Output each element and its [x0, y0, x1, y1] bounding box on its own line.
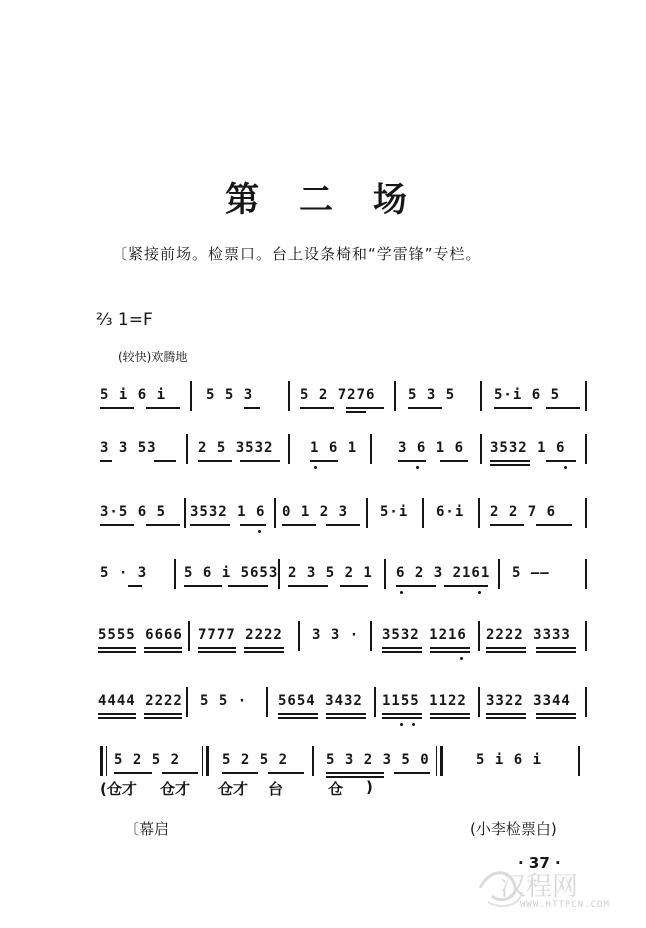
underline — [536, 717, 576, 719]
underline — [382, 647, 422, 649]
measure: 5 2 5 2 — [114, 752, 181, 768]
underline — [222, 772, 258, 774]
barline — [585, 687, 587, 717]
underline — [546, 460, 576, 462]
underline — [536, 647, 576, 649]
barline — [578, 746, 580, 776]
underline — [490, 524, 524, 526]
measure: 3 6 1 6 — [398, 440, 465, 456]
underline — [98, 717, 136, 719]
underline — [244, 407, 260, 409]
barline — [188, 621, 190, 651]
barline — [585, 621, 587, 651]
underline — [128, 585, 142, 587]
barline — [478, 498, 480, 528]
underline — [326, 713, 366, 715]
measure: 6·i — [436, 504, 465, 520]
underline — [144, 717, 182, 719]
octave-dot — [416, 466, 419, 469]
measure: 5 5 3 — [206, 387, 254, 403]
underline — [240, 524, 266, 526]
measure: 5 · 3 — [100, 565, 148, 581]
measure: 3 3 · — [312, 627, 360, 643]
underline — [244, 651, 284, 653]
barline — [374, 687, 376, 717]
barline — [366, 498, 368, 528]
measure: 3532 1 6 — [190, 504, 266, 520]
barline — [478, 687, 480, 717]
measure: 2 5 3532 — [198, 440, 274, 456]
underline — [98, 647, 136, 649]
octave-dot — [412, 723, 415, 726]
repeat-start-barline — [106, 746, 107, 776]
underline — [396, 585, 436, 587]
measure: 7777 2222 — [198, 627, 283, 643]
tempo-marking: (较快)欢腾地 — [118, 350, 188, 364]
barline — [184, 498, 186, 528]
notation-row-6 — [98, 685, 590, 721]
barline — [585, 381, 587, 411]
percussion-syllable: ) — [366, 778, 373, 796]
measure: 5 i 6 i — [100, 387, 167, 403]
underline — [490, 460, 530, 462]
underline — [146, 524, 180, 526]
underline — [282, 524, 316, 526]
underline — [198, 651, 236, 653]
barline — [174, 559, 176, 589]
barline — [422, 498, 424, 528]
underline — [146, 407, 180, 409]
notation-row-2 — [98, 432, 590, 468]
underline — [408, 407, 442, 409]
underline — [240, 460, 280, 462]
measure: 3532 1 6 — [490, 440, 566, 456]
underline — [244, 647, 284, 649]
measure: 3532 1216 — [382, 627, 467, 643]
notation-row-4 — [98, 557, 590, 593]
underline — [382, 713, 422, 715]
underline — [536, 713, 576, 715]
measure: 5 i 6 i — [476, 752, 543, 768]
octave-dot — [314, 466, 317, 469]
underline — [430, 713, 470, 715]
underline — [310, 460, 338, 462]
page-number: · 37 · — [518, 854, 561, 872]
barline — [298, 621, 300, 651]
underline — [382, 717, 422, 719]
underline — [184, 585, 222, 587]
watermark-text: 汉程网 — [500, 872, 579, 902]
measure: 5 —— — [512, 565, 550, 581]
underline — [382, 651, 422, 653]
underline — [486, 647, 526, 649]
underline — [394, 772, 430, 774]
barline — [478, 621, 480, 651]
notation-row-5 — [98, 619, 590, 655]
underline — [430, 647, 470, 649]
octave-dot — [460, 657, 463, 660]
notation-row-7 — [98, 744, 590, 780]
underline — [144, 713, 182, 715]
scene-title: 第 二 场 — [225, 180, 421, 220]
underline — [300, 407, 334, 409]
underline — [326, 772, 384, 774]
underline — [288, 585, 328, 587]
underline — [398, 460, 426, 462]
underline — [536, 651, 576, 653]
percussion-syllable: 台 — [268, 780, 284, 798]
stage-direction: 〔紧接前场。检票口。台上设条椅和“学雷锋”专栏。 — [112, 245, 482, 263]
measure: 5·i — [380, 504, 409, 520]
barline — [585, 559, 587, 589]
measure: 5555 6666 — [98, 627, 183, 643]
measure: 4444 2222 — [98, 693, 183, 709]
underline — [340, 585, 368, 587]
percussion-syllable: (仓才 — [100, 780, 137, 798]
measure: 5 2 7276 — [300, 387, 376, 403]
repeat-barline — [436, 746, 437, 776]
barline — [288, 434, 290, 464]
underline — [228, 585, 268, 587]
underline — [198, 460, 232, 462]
barline — [278, 559, 280, 589]
underline — [536, 524, 572, 526]
underline — [444, 585, 488, 587]
measure: 3322 3344 — [486, 693, 571, 709]
underline — [490, 464, 530, 466]
repeat-barline — [440, 746, 443, 776]
measure: 2 3 5 2 1 — [288, 565, 373, 581]
barline — [480, 381, 482, 411]
barline — [274, 498, 276, 528]
barline — [266, 687, 268, 717]
underline — [144, 647, 182, 649]
underline — [326, 524, 360, 526]
underline — [268, 772, 304, 774]
octave-dot — [258, 530, 261, 533]
underline — [154, 460, 176, 462]
measure: 6 2 3 2161 — [396, 565, 491, 581]
barline — [190, 381, 192, 411]
measure: 3·5 6 5 — [100, 504, 167, 520]
underline — [546, 407, 580, 409]
curtain-direction: 〔幕启 — [124, 820, 170, 838]
underline — [486, 717, 526, 719]
percussion-syllable: 仓才 — [160, 780, 191, 798]
barline — [585, 498, 587, 528]
underline — [278, 717, 318, 719]
measure: 1155 1122 — [382, 693, 467, 709]
barline — [394, 381, 396, 411]
measure: 5 3 5 — [408, 387, 456, 403]
octave-dot — [478, 591, 481, 594]
octave-dot — [400, 723, 403, 726]
barline — [384, 559, 386, 589]
percussion-syllable: 仓 — [328, 780, 344, 798]
notation-row-3 — [98, 496, 590, 532]
barline — [370, 434, 372, 464]
measure: 1 6 1 — [310, 440, 358, 456]
percussion-syllable: 仓才 — [218, 780, 249, 798]
measure: 3 3 53 — [100, 440, 157, 456]
underline — [190, 524, 230, 526]
underline — [278, 713, 318, 715]
barline — [186, 687, 188, 717]
measure: 2 2 7 6 — [490, 504, 557, 520]
underline — [100, 524, 134, 526]
underline — [162, 772, 198, 774]
underline — [430, 651, 470, 653]
barline — [288, 381, 290, 411]
barline — [585, 434, 587, 464]
measure: 5 3 2 3 5 0 — [326, 752, 430, 768]
barline — [186, 434, 188, 464]
underline — [486, 713, 526, 715]
octave-dot — [400, 591, 403, 594]
repeat-start-barline — [100, 746, 103, 776]
barline — [480, 434, 482, 464]
measure: 5 5 · — [200, 693, 248, 709]
measure: 5 6 i 5653 — [184, 565, 279, 581]
underline — [100, 460, 112, 462]
underline — [144, 651, 182, 653]
underline — [100, 407, 134, 409]
underline — [98, 713, 136, 715]
underline — [346, 411, 366, 413]
underline — [346, 407, 384, 409]
underline — [486, 651, 526, 653]
repeat-end-barline — [202, 746, 203, 776]
key-signature: ⅔ 1=F — [96, 310, 153, 330]
measure: 5654 3432 — [278, 693, 363, 709]
repeat-end-barline — [206, 746, 209, 776]
barline — [312, 746, 314, 776]
barline — [370, 621, 372, 651]
watermark-url: WWW.HTTPCN.COM — [520, 900, 610, 910]
measure: 0 1 2 3 — [282, 504, 349, 520]
barline — [498, 559, 500, 589]
measure: 2222 3333 — [486, 627, 571, 643]
octave-dot — [564, 466, 567, 469]
notation-row-1 — [98, 379, 590, 415]
underline — [430, 717, 470, 719]
measure: 5 2 5 2 — [222, 752, 289, 768]
underline — [326, 717, 366, 719]
underline — [198, 647, 236, 649]
underline — [98, 651, 136, 653]
underline — [114, 772, 152, 774]
aside-direction: (小李检票白) — [470, 820, 557, 838]
measure: 5·i 6 5 — [494, 387, 561, 403]
underline — [440, 460, 468, 462]
underline — [494, 407, 532, 409]
